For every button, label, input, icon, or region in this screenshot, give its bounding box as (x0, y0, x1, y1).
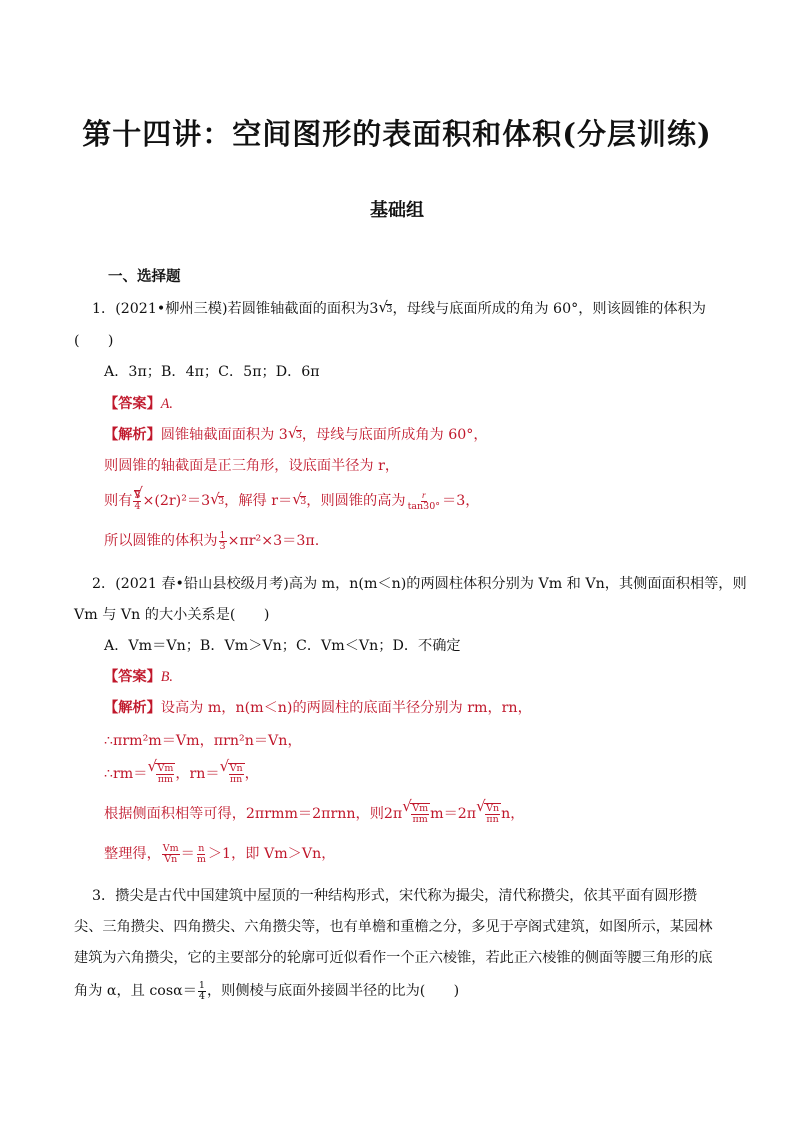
section-subtitle: 基础组 (370, 200, 424, 221)
q1-answer: 【答案】A. (104, 396, 173, 412)
page-title: 第十四讲：空间图形的表面积和体积(分层训练) (82, 117, 712, 151)
q2-answer: 【答案】B. (104, 669, 173, 685)
q1-paren: ( ) (74, 333, 114, 349)
q1-analysis-line4: 所以圆锥的体积为 $\frac{1}{3}$ ×πr²×3＝3π. (104, 529, 320, 552)
q1-stem: 1．(2021•柳州三模)若圆锥轴截面的面积为3√ 3，母线与底面所成的角为 60°，则该圆锥的体积为 (92, 298, 706, 318)
q2-analysis-line2: ∴πrm²m＝Vm，πrn²n＝Vn， (104, 733, 302, 749)
q1-analysis-line3: 则有 √ $\frac{3}{4}$ ×(2r)²＝3√ 3，解得 r＝√ 3，则圆锥的高为 $\frac{r}{\tan 30^\circ}$ ＝3， (104, 490, 479, 512)
q3-line2: 尖、三角攒尖、四角攒尖、六角攒尖等，也有单檐和重檐之分，多见于亭阁式建筑，如图所示，某园林 (74, 919, 713, 935)
q2-options: A．Vm＝Vn；B．Vm＞Vn；C．Vm＜Vn；D．不确定 (104, 638, 461, 654)
q3-line4: 角为 α，且 cosα＝ $\frac{1}{4}$ ，则侧棱与底面外接圆半径的比为( ) (74, 979, 460, 1002)
q2-stem-line1: 2．(2021 春•铅山县校级月考)高为 m，n(m＜n)的两圆柱体积分别为 Vm 和 Vn，其侧面面积相等，则 (92, 576, 747, 592)
q3-line1: 3．攒尖是古代中国建筑中屋顶的一种结构形式，宋代称为撮尖，清代称攒尖，依其平面有圆形攒 (92, 888, 697, 904)
q3-line3: 建筑为六角攒尖，它的主要部分的轮廓可近似看作一个正六棱锥，若此正六棱锥的侧面等腰三角形的底 (74, 950, 713, 966)
q1-options: A．3π；B．4π；C．5π；D．6π (104, 364, 320, 380)
q1-analysis-line1: 【解析】圆锥轴截面面积为 3√ 3，母线与底面所成角为 60°， (104, 424, 488, 444)
q2-analysis-line5: 整理得， $\frac{Vm}{Vn}$ ＝ $\frac{n}{m}$ ＞1，即 Vm＞Vn， (104, 842, 336, 865)
section-heading: 一、选择题 (108, 268, 181, 285)
q2-analysis-line4: 根据侧面积相等可得，2πrmm＝2πrnn，则2π √ $\frac{Vm}{\pi m}$ m＝2π √ $\frac{Vn}{\pi n}$ n， (104, 803, 524, 825)
q2-stem-line2: Vm 与 Vn 的大小关系是( ) (74, 607, 270, 623)
q1-analysis-line2: 则圆锥的轴截面是正三角形，设底面半径为 r， (104, 458, 400, 474)
q2-analysis-line1: 【解析】设高为 m，n(m＜n)的两圆柱的底面半径分别为 rm，rn， (104, 700, 532, 716)
q2-analysis-line3: ∴rm＝ √ $\frac{Vm}{\pi m}$ ，rn＝ √ $\frac{Vn}{\pi n}$ ， (104, 763, 259, 785)
